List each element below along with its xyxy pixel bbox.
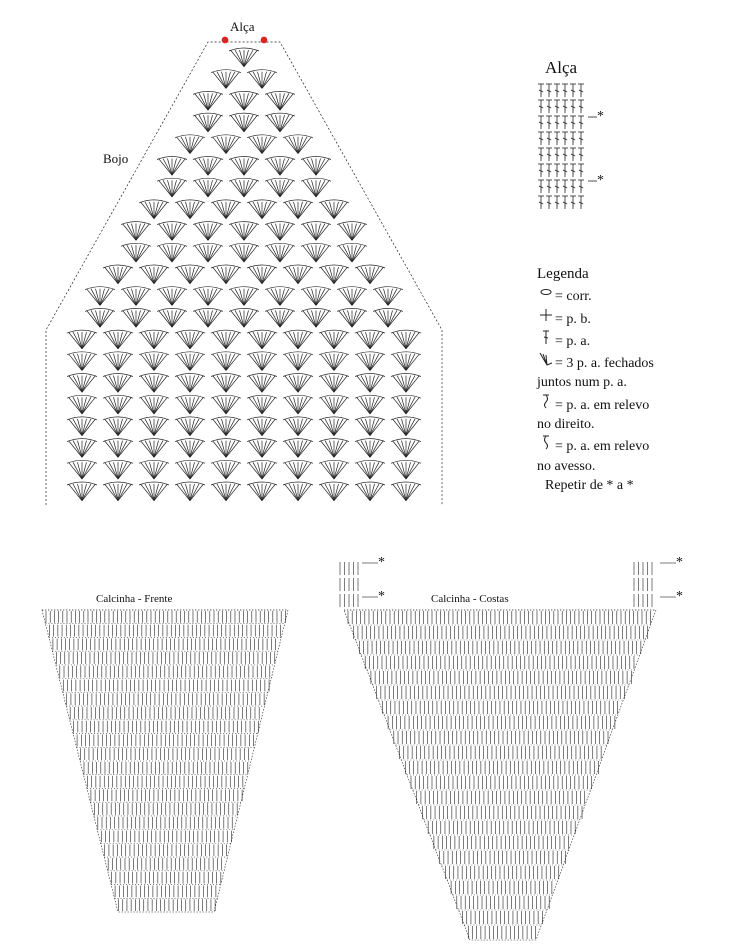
shell-stitch <box>301 178 331 197</box>
shell-stitch <box>337 243 367 262</box>
shell-stitch <box>283 439 313 458</box>
shell-stitch <box>229 222 259 241</box>
shell-stitch <box>319 265 349 284</box>
shell-stitch <box>121 243 151 262</box>
shell-stitch <box>103 330 133 349</box>
legend-item-continued: no direito. <box>537 417 595 433</box>
cup-outline <box>46 42 442 505</box>
strap-stitch <box>554 180 560 193</box>
shell-stitch <box>265 91 295 110</box>
shell-stitch <box>355 352 385 371</box>
cup-chart <box>46 37 442 505</box>
side-tab <box>634 562 652 607</box>
shell-stitch <box>229 91 259 110</box>
shell-stitch <box>265 222 295 241</box>
shell-stitch <box>211 200 241 219</box>
strap-stitch <box>578 100 584 113</box>
shell-stitch <box>391 352 421 371</box>
shell-stitch <box>247 460 277 479</box>
shell-stitch <box>175 135 205 154</box>
strap-stitch <box>570 132 576 145</box>
shell-stitch <box>193 243 223 262</box>
legend-item: = p. b. <box>537 307 654 329</box>
legend-item: = p. a. <box>537 329 654 351</box>
double-crochet-icon <box>537 329 555 351</box>
shell-stitch <box>319 374 349 393</box>
shell-stitch <box>67 439 97 458</box>
shell-stitch <box>67 417 97 436</box>
shell-stitch <box>211 70 241 89</box>
strap-stitch <box>554 84 560 97</box>
strap-stitch <box>562 116 568 129</box>
shell-stitch <box>211 395 241 414</box>
legend-item: = p. a. em relevo <box>537 393 654 415</box>
shell-stitch <box>265 287 295 306</box>
shell-stitch <box>229 113 259 132</box>
shell-stitch <box>247 395 277 414</box>
shell-stitch <box>337 308 367 327</box>
shell-stitch <box>301 308 331 327</box>
shell-stitch <box>139 374 169 393</box>
shell-stitch <box>193 113 223 132</box>
shell-stitch <box>301 243 331 262</box>
shell-stitch <box>283 482 313 501</box>
shell-stitch <box>319 482 349 501</box>
repeat-mark: * <box>597 109 604 124</box>
shell-stitch <box>283 265 313 284</box>
shell-stitch <box>373 308 403 327</box>
shell-stitch <box>67 374 97 393</box>
panty-back-title: Calcinha - Costas <box>431 593 509 605</box>
shell-stitch <box>211 265 241 284</box>
shell-stitch <box>211 439 241 458</box>
shell-stitch <box>193 222 223 241</box>
strap-stitch <box>554 164 560 177</box>
shell-stitch <box>157 222 187 241</box>
shell-stitch <box>319 439 349 458</box>
shell-stitch <box>247 352 277 371</box>
front-post-dc-icon <box>537 393 555 415</box>
shell-stitch <box>103 374 133 393</box>
strap-stitch <box>562 84 568 97</box>
shell-stitch <box>139 439 169 458</box>
shell-stitch <box>139 395 169 414</box>
shell-stitch <box>301 157 331 176</box>
shell-stitch <box>175 439 205 458</box>
shell-stitch <box>247 135 277 154</box>
shell-stitch <box>211 352 241 371</box>
shell-stitch <box>103 482 133 501</box>
strap-stitch <box>554 100 560 113</box>
shell-stitch <box>139 200 169 219</box>
shell-stitch <box>157 157 187 176</box>
shell-stitch <box>247 70 277 89</box>
shell-stitch <box>175 417 205 436</box>
strap-stitch <box>546 196 552 209</box>
shell-stitch <box>355 330 385 349</box>
strap-stitch <box>570 116 576 129</box>
shell-stitch <box>67 482 97 501</box>
shell-stitch <box>247 265 277 284</box>
shell-stitch <box>121 308 151 327</box>
strap-stitch <box>554 116 560 129</box>
panty-front-chart <box>42 610 288 912</box>
shell-stitch <box>283 395 313 414</box>
shell-stitch <box>229 243 259 262</box>
strap-stitch <box>546 132 552 145</box>
strap-stitch <box>546 100 552 113</box>
strap-stitch <box>562 100 568 113</box>
shell-stitch <box>103 439 133 458</box>
shell-stitch <box>247 417 277 436</box>
shell-stitch <box>265 113 295 132</box>
strap-stitch <box>538 196 544 209</box>
shell-stitch <box>355 417 385 436</box>
strap-chart <box>538 84 597 209</box>
shell-stitch <box>229 48 259 67</box>
shell-stitch <box>157 287 187 306</box>
shell-stitch <box>283 460 313 479</box>
strap-stitch <box>562 180 568 193</box>
panty-back-chart <box>340 562 676 940</box>
strap-label: Alça <box>230 19 255 34</box>
strap-stitch <box>578 164 584 177</box>
strap-stitch <box>546 148 552 161</box>
strap-stitch <box>562 164 568 177</box>
shell-stitch <box>175 200 205 219</box>
legend-item: = corr. <box>537 284 654 306</box>
strap-marker-dot <box>261 37 267 43</box>
shell-stitch <box>391 395 421 414</box>
shell-stitch <box>283 374 313 393</box>
repeat-mark: * <box>378 589 385 604</box>
strap-stitch <box>546 116 552 129</box>
strap-stitch <box>570 164 576 177</box>
repeat-mark: * <box>676 555 683 570</box>
strap-stitch <box>538 116 544 129</box>
strap-stitch <box>538 148 544 161</box>
shell-stitch <box>229 308 259 327</box>
strap-stitch <box>546 84 552 97</box>
legend-item: = p. a. em relevo <box>537 434 654 456</box>
legend-item: = 3 p. a. fechados <box>537 351 654 373</box>
shell-stitch <box>67 395 97 414</box>
back-post-dc-icon <box>537 434 555 456</box>
shell-stitch <box>121 287 151 306</box>
side-tab <box>340 562 358 607</box>
shell-stitch <box>121 222 151 241</box>
legend <box>537 265 654 495</box>
shell-stitch <box>265 243 295 262</box>
shell-stitch <box>265 157 295 176</box>
shell-stitch <box>355 460 385 479</box>
shell-stitch <box>301 287 331 306</box>
chain-icon <box>537 284 555 306</box>
shell-stitch <box>337 287 367 306</box>
strap-stitch <box>538 84 544 97</box>
shell-stitch <box>265 178 295 197</box>
dc3tog-icon <box>537 351 555 373</box>
shell-stitch <box>193 178 223 197</box>
shell-stitch <box>247 374 277 393</box>
strap-stitch <box>570 84 576 97</box>
shell-stitch <box>301 222 331 241</box>
strap-stitch <box>546 180 552 193</box>
strap-stitch <box>538 132 544 145</box>
shell-stitch <box>247 200 277 219</box>
shell-stitch <box>175 482 205 501</box>
shell-stitch <box>391 417 421 436</box>
shell-stitch <box>319 352 349 371</box>
shell-stitch <box>319 460 349 479</box>
strap-stitch <box>538 164 544 177</box>
strap-stitch <box>570 148 576 161</box>
shell-stitch <box>211 330 241 349</box>
strap-stitch <box>538 180 544 193</box>
strap-stitch <box>570 196 576 209</box>
shell-stitch <box>283 417 313 436</box>
shell-stitch <box>103 352 133 371</box>
strap-stitch <box>562 148 568 161</box>
legend-title: Legenda <box>537 266 589 282</box>
strap-stitch <box>554 132 560 145</box>
shell-stitch <box>139 330 169 349</box>
shell-stitch <box>229 178 259 197</box>
shell-stitch <box>67 352 97 371</box>
strap-stitch <box>570 180 576 193</box>
shell-stitch <box>175 395 205 414</box>
shell-stitch <box>283 352 313 371</box>
repeat-mark: * <box>597 173 604 188</box>
shell-stitch <box>175 330 205 349</box>
shell-stitch <box>193 308 223 327</box>
shell-stitch <box>391 482 421 501</box>
legend-item-continued: no avesso. <box>537 458 596 474</box>
shell-stitch <box>247 482 277 501</box>
shell-stitch <box>67 460 97 479</box>
strap-stitch <box>578 84 584 97</box>
legend-repeat-note: Repetir de * a * <box>545 477 634 493</box>
panty-front-title: Calcinha - Frente <box>96 593 173 605</box>
shell-stitch <box>157 178 187 197</box>
strap-stitch <box>578 132 584 145</box>
shell-stitch <box>139 352 169 371</box>
shell-stitch <box>157 308 187 327</box>
shell-stitch <box>391 374 421 393</box>
shell-stitch <box>391 460 421 479</box>
shell-stitch <box>229 157 259 176</box>
shell-stitch <box>193 91 223 110</box>
shell-stitch <box>139 417 169 436</box>
shell-stitch <box>247 439 277 458</box>
shell-stitch <box>319 330 349 349</box>
strap-stitch <box>554 196 560 209</box>
shell-stitch <box>85 308 115 327</box>
strap-stitch <box>546 164 552 177</box>
shell-stitch <box>157 243 187 262</box>
shell-stitch <box>211 482 241 501</box>
shell-stitch <box>193 287 223 306</box>
shell-stitch <box>373 287 403 306</box>
shell-stitch <box>355 374 385 393</box>
shell-stitch <box>67 330 97 349</box>
shell-stitch <box>355 482 385 501</box>
shell-stitch <box>211 460 241 479</box>
shell-stitch <box>103 395 133 414</box>
strap-stitch <box>538 100 544 113</box>
shell-stitch <box>283 135 313 154</box>
shell-stitch <box>103 460 133 479</box>
shell-stitch <box>175 460 205 479</box>
legend-item-continued: juntos num p. a. <box>537 375 627 391</box>
shell-stitch <box>175 265 205 284</box>
shell-stitch <box>139 460 169 479</box>
shell-stitch <box>355 395 385 414</box>
strap-stitch <box>562 196 568 209</box>
shell-stitch <box>139 482 169 501</box>
shell-stitch <box>283 200 313 219</box>
shell-stitch <box>211 417 241 436</box>
repeat-mark: * <box>378 555 385 570</box>
shell-stitch <box>175 352 205 371</box>
shell-stitch <box>211 135 241 154</box>
strap-chart-title: Alça <box>545 58 578 77</box>
shell-stitch <box>319 395 349 414</box>
single-crochet-icon <box>537 307 555 329</box>
shell-stitch <box>319 417 349 436</box>
shell-stitch <box>283 330 313 349</box>
shell-stitch <box>193 157 223 176</box>
strap-stitch <box>554 148 560 161</box>
shell-stitch <box>391 439 421 458</box>
shell-stitch <box>175 374 205 393</box>
shell-stitch <box>391 330 421 349</box>
strap-stitch <box>578 196 584 209</box>
strap-stitch <box>562 132 568 145</box>
shell-stitch <box>247 330 277 349</box>
shell-stitch <box>103 265 133 284</box>
repeat-mark: * <box>676 589 683 604</box>
shell-stitch <box>265 308 295 327</box>
strap-stitch <box>570 100 576 113</box>
strap-stitch <box>578 180 584 193</box>
cup-label: Bojo <box>103 151 129 166</box>
strap-marker-dot <box>222 37 228 43</box>
shell-stitch <box>229 287 259 306</box>
shell-stitch <box>85 287 115 306</box>
shell-stitch <box>139 265 169 284</box>
strap-stitch <box>578 148 584 161</box>
shell-stitch <box>211 374 241 393</box>
shell-stitch <box>103 417 133 436</box>
shell-stitch <box>337 222 367 241</box>
shell-stitch <box>355 439 385 458</box>
shell-stitch <box>355 265 385 284</box>
strap-stitch <box>578 116 584 129</box>
shell-stitch <box>319 200 349 219</box>
